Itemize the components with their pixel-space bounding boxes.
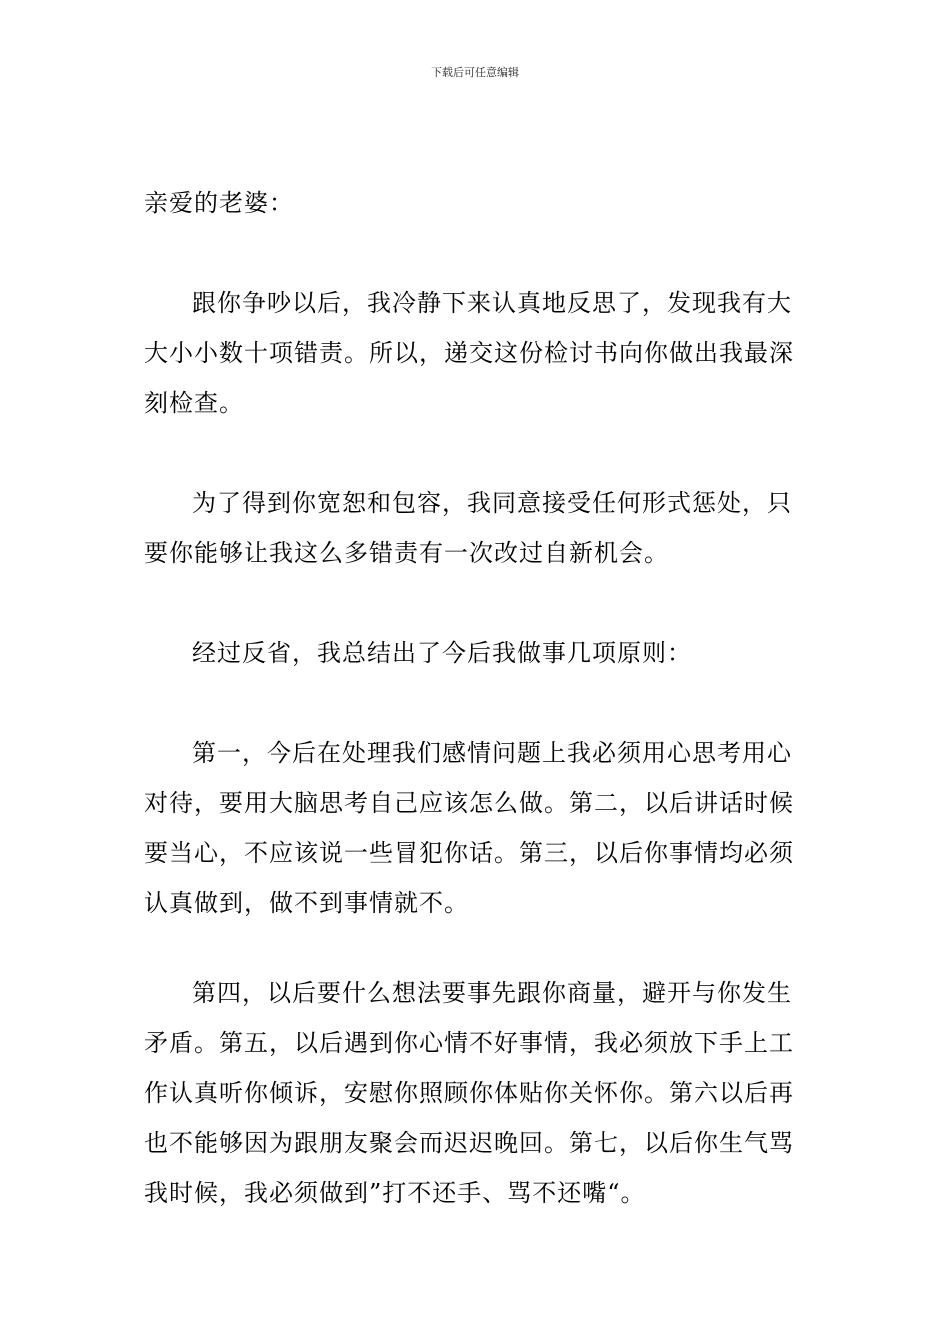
paragraph-principles-1-3: 第一，今后在处理我们感情问题上我必须用心思考用心对待，要用大脑思考自己应该怎么做。第二，以后讲话时候要当心，不应该说一些冒犯你话。第三，以后你事情均必须认真做到，做不到事情就不。: [144, 739, 794, 917]
paragraph-reflection: 跟你争吵以后，我冷静下来认真地反思了，发现我有大大小小数十项错责。所以，递交这份检讨书向你做出我最深刻检查。: [144, 289, 794, 417]
letter-body: [144, 178, 808, 1268]
paragraph-principles-intro: 经过反省，我总结出了今后我做事几项原则：: [192, 639, 692, 667]
paragraph-principles-4-7: 第四，以后要什么想法要事先跟你商量，避开与你发生矛盾。第五，以后遇到你心情不好事情，我必须放下手上工作认真听你倾诉，安慰你照顾你体贴你关怀你。第六以后再也不能够因为跟朋友聚会而迟迟晚回。第七，以后你生气骂我时候，我必须做到”打不还手、骂不还嘴“。: [144, 979, 794, 1207]
letter-greeting: 亲爱的老婆：: [144, 189, 294, 217]
page-header: 下载后可任意编辑: [431, 66, 519, 79]
paragraph-acceptance: 为了得到你宽恕和包容，我同意接受任何形式惩处，只要你能够让我这么多错责有一次改过自新机会。: [144, 489, 792, 567]
